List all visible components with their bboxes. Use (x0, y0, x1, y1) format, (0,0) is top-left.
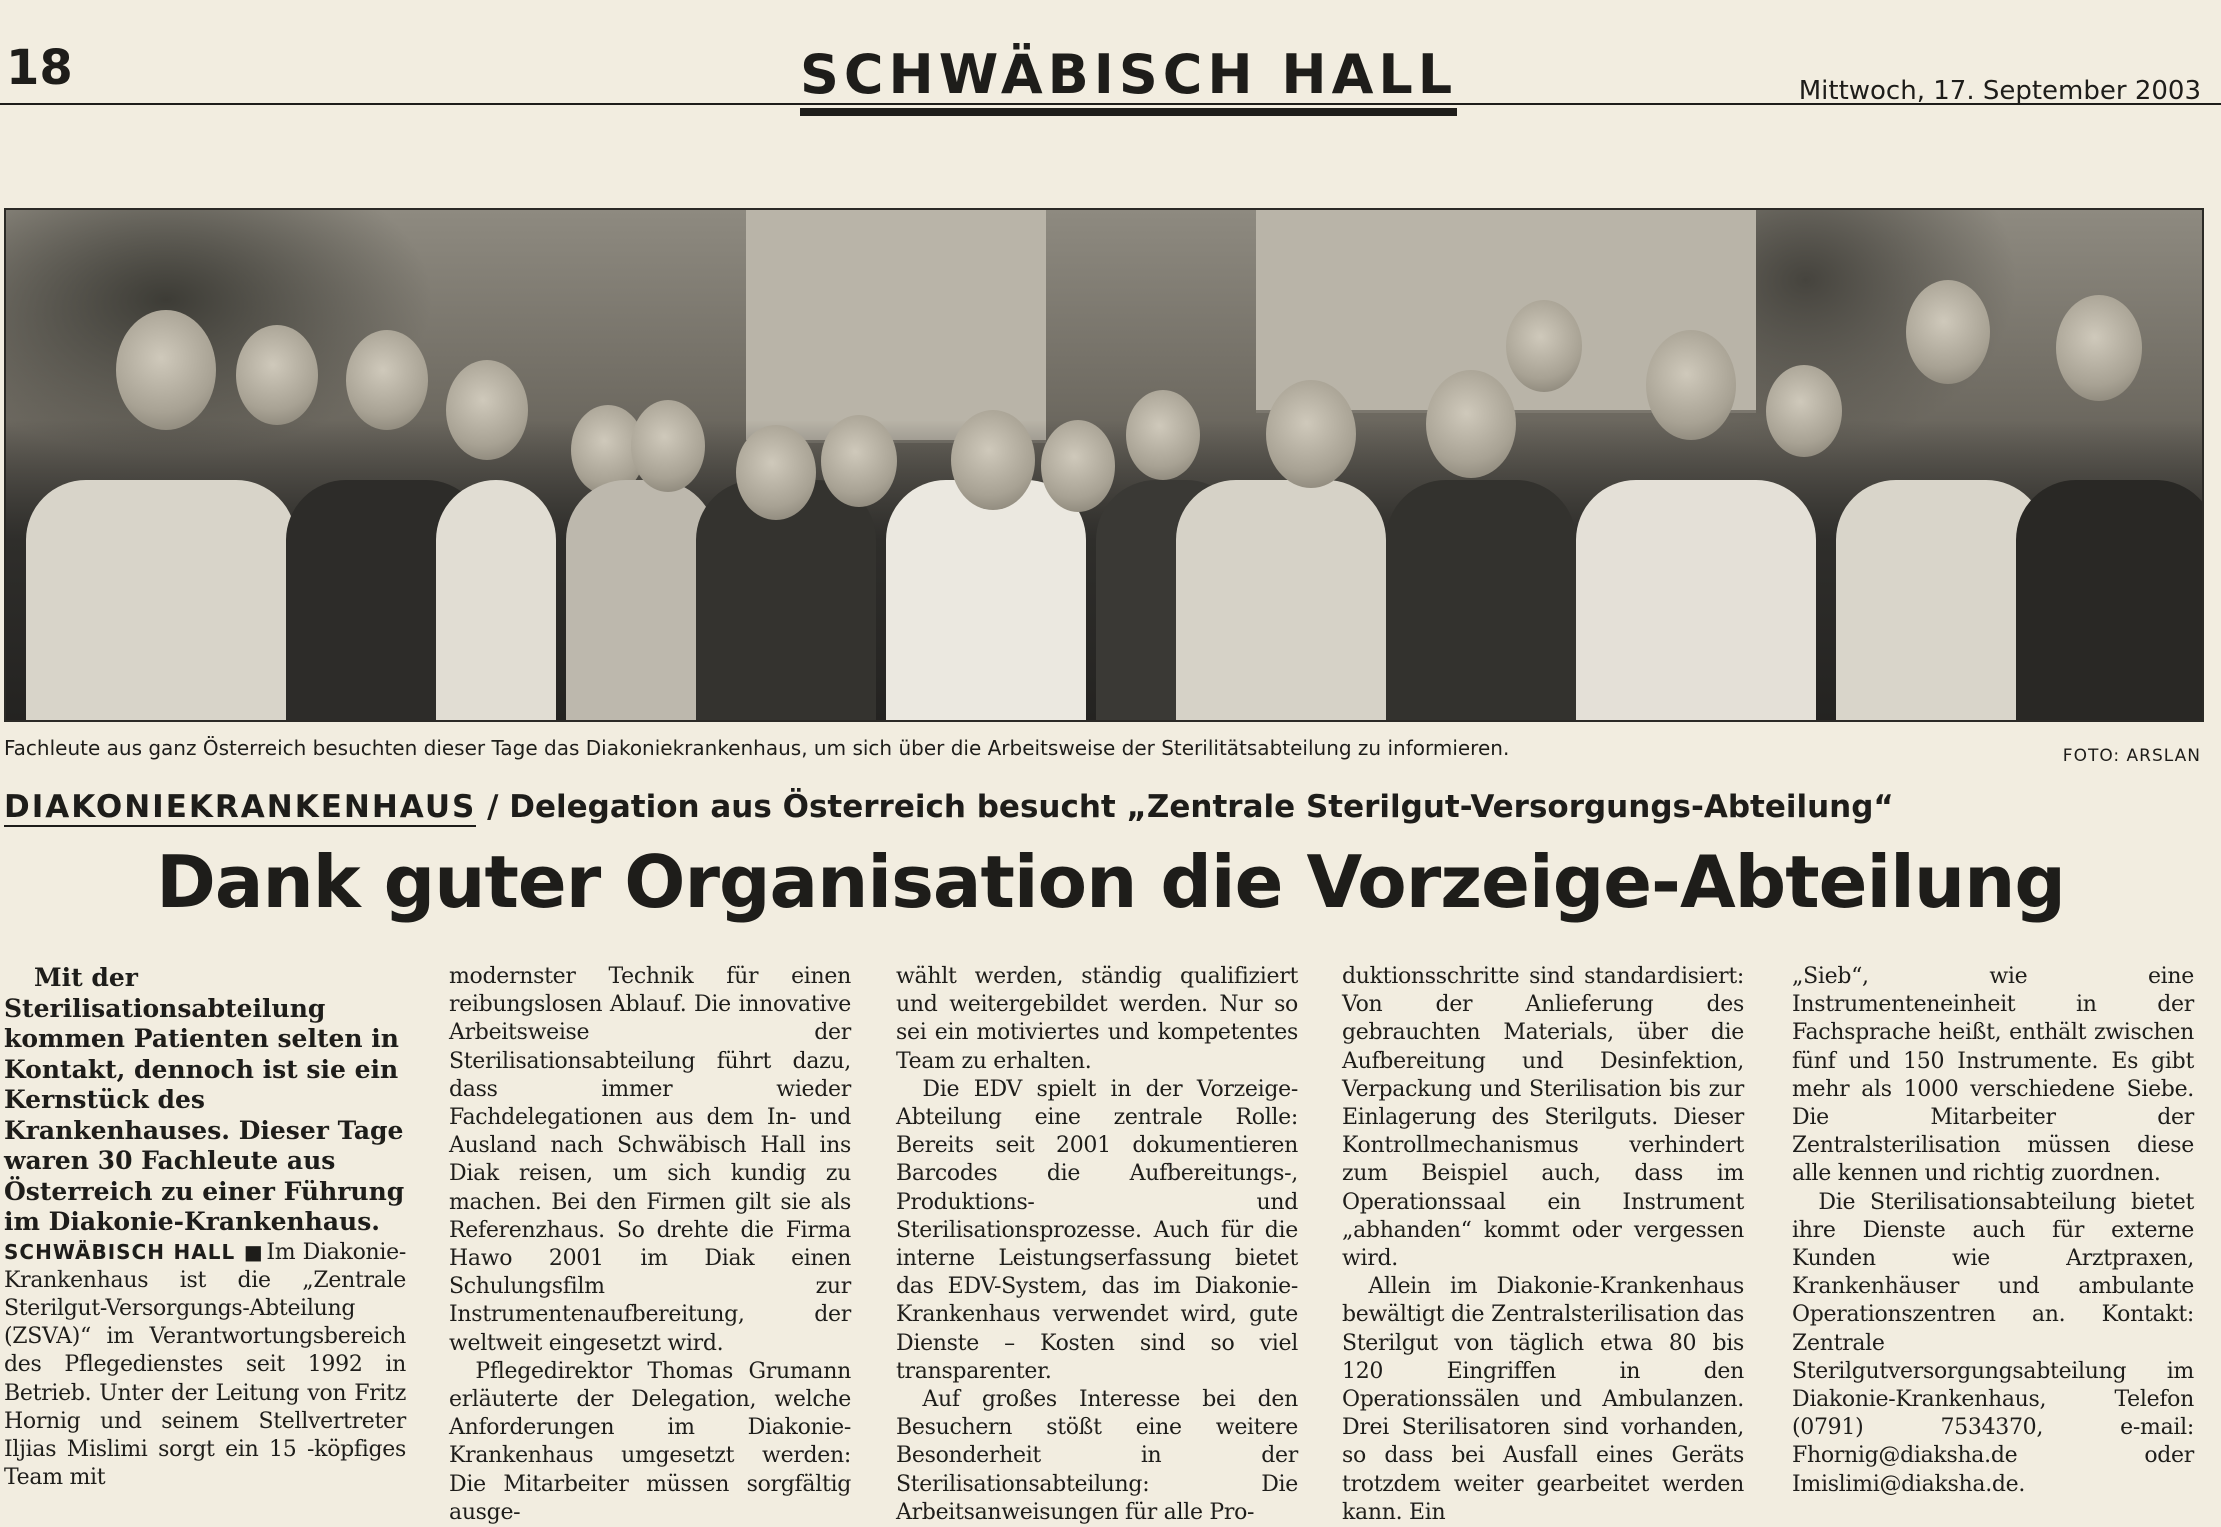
article-column-2 (449, 963, 851, 1527)
person-figure (566, 480, 716, 720)
person-head (1426, 370, 1516, 478)
article-paragraph: Pflegedirektor Thomas Grumann erläuterte der Delegation, welche Anforderungen im Diakonie-Krankenhaus umgesetzt werden: Die Mitarbeiter müssen sorgfältig ausge- (449, 1358, 851, 1525)
article-dateline: SCHWÄBISCH HALL ■ (4, 1240, 266, 1264)
person-figure (1576, 480, 1816, 720)
article-paragraph: Auf großes Interesse bei den Besuchern stößt eine weitere Besonderheit in der Sterilisationsabteilung: Die Arbeitsanweisungen für alle Pro- (896, 1387, 1298, 1525)
issue-date: Mittwoch, 17. September 2003 (1798, 76, 2201, 106)
person-head (821, 415, 897, 507)
article-column-4 (1342, 963, 1744, 1527)
kicker-label: DIAKONIEKRANKENHAUS (4, 789, 477, 825)
article-column-5 (1792, 963, 2194, 1499)
article-paragraph (4, 1238, 406, 1493)
person-head (1041, 420, 1115, 512)
person-figure (1836, 480, 2046, 720)
person-head (116, 310, 216, 430)
article-paragraph: Allein im Diakonie-Krankenhaus bewältigt die Zentralsterilisation das Sterilgut von täglich etwa 80 bis 120 Eingriffen in den Operationssälen und Ambulanzen. Drei Sterilisatoren sind vorhanden, so dass bei Ausfall eines Geräts trotzdem weiter gearbeitet werden kann. Ein (1342, 1274, 1744, 1525)
photo-building-left (746, 210, 1046, 443)
person-head (1266, 380, 1356, 488)
article-kicker (4, 790, 1894, 824)
person-figure (436, 480, 556, 720)
person-head (736, 425, 816, 520)
person-head (1906, 280, 1990, 384)
person-figure (2016, 480, 2204, 720)
article-headline: Dank guter Organisation die Vorzeige-Abteilung (156, 840, 2065, 924)
article-column-1 (4, 963, 406, 1492)
person-head (446, 360, 528, 460)
person-head (236, 325, 318, 425)
masthead-rule (0, 103, 2221, 105)
person-head (1646, 330, 1736, 440)
person-head (1506, 300, 1582, 392)
article-column-3 (896, 963, 1298, 1527)
person-figure (886, 480, 1086, 720)
article-paragraph: wählt werden, ständig qualifiziert und weitergebildet werden. Nur so sei ein motiviertes und kompetentes Team zu erhalten. (896, 964, 1298, 1074)
section-title: SCHWÄBISCH HALL (800, 48, 1457, 116)
person-figure (1176, 480, 1386, 720)
person-head (1766, 365, 1842, 457)
photo-credit: FOTO: ARSLAN (2062, 746, 2201, 766)
person-head (951, 410, 1035, 510)
group-photo (4, 208, 2204, 722)
article-lead: Mit der Sterilisationsabteilung kommen Patienten selten in Kontakt, dennoch ist sie ein Kernstück des Krankenhauses. Dieser Tage waren 30 Fachleute aus Österreich zu einer Führung im Diakonie-Krankenhaus. (4, 963, 405, 1236)
person-head (1126, 390, 1200, 480)
article-paragraph: duktionsschritte sind standardisiert: Von der Anlieferung des gebrauchten Materials, über die Aufbereitung und Desinfektion, Verpackung und Sterilisation bis zur Einlagerung des Sterilguts. Dieser Kontrollmechanismus verhindert zum Beispiel auch, dass im Operationssaal ein Instrument „abhanden“ kommt oder vergessen wird. (1342, 964, 1744, 1272)
article-paragraph: Die EDV spielt in der Vorzeige-Abteilung eine zentrale Rolle: Bereits seit 2001 dokumentieren Barcodes die Aufbereitungs-, Produktions- und Sterilisationsprozesse. Auch für die interne Leistungserfassung bietet das EDV-System, das im Diakonie-Krankenhaus verwendet wird, gute Dienste – Kosten sind so viel transparenter. (896, 1076, 1298, 1384)
person-head (2056, 295, 2142, 401)
article-paragraph: modernster Technik für einen reibungslosen Ablauf. Die innovative Arbeitsweise der Sterilisationsabteilung führt dazu, dass immer wieder Fachdelegationen aus dem In- und Ausland nach Schwäbisch Hall ins Diak reisen, um sich kundig zu machen. Bei den Firmen gilt sie als Referenzhaus. So drehte die Firma Hawo 2001 im Diak einen Schulungsfilm zur Instrumentenaufbereitung, der weltweit eingesetzt wird. (449, 964, 851, 1356)
page-number: 18 (6, 40, 73, 96)
article-paragraph: Die Sterilisationsabteilung bietet ihre Dienste auch für externe Kunden wie Arztpraxen, Krankenhäuser und ambulante Operationszentren an. Kontakt: Zentrale Sterilgutversorgungsabteilung im Diakonie-Krankenhaus, Telefon (0791) 7534370, e-mail: Fhornig@diaksha.de oder Imislimi@diaksha.de. (1792, 1189, 2194, 1497)
person-figure (26, 480, 296, 720)
paragraph-text: Im Diakonie-Krankenhaus ist die „Zentrale Sterilgut-Versorgungs-Abteilung (ZSVA)“ im Verantwortungsbereich des Pflegedienstes seit 1992 in Betrieb. Unter der Leitung von Fritz Hornig und seinem Stellvertreter Iljias Mislimi sorgt ein 15 -köpfiges Team mit (4, 1239, 406, 1491)
person-figure (1386, 480, 1576, 720)
kicker-text: / Delegation aus Österreich besucht „Zentrale Sterilgut-Versorgungs-Abteilung“ (476, 789, 1894, 825)
person-head (346, 330, 428, 430)
person-head (631, 400, 705, 492)
photo-caption: Fachleute aus ganz Österreich besuchten dieser Tage das Diakoniekrankenhaus, um sich über die Arbeitsweise der Sterilitätsabteilung zu informieren. (4, 736, 1510, 760)
article-paragraph: „Sieb“, wie eine Instrumenteneinheit in der Fachsprache heißt, enthält zwischen fünf und 150 Instrumente. Es gibt mehr als 1000 verschiedene Siebe. Die Mitarbeiter der Zentralsterilisation müssen diese alle kennen und richtig zuordnen. (1792, 964, 2194, 1187)
